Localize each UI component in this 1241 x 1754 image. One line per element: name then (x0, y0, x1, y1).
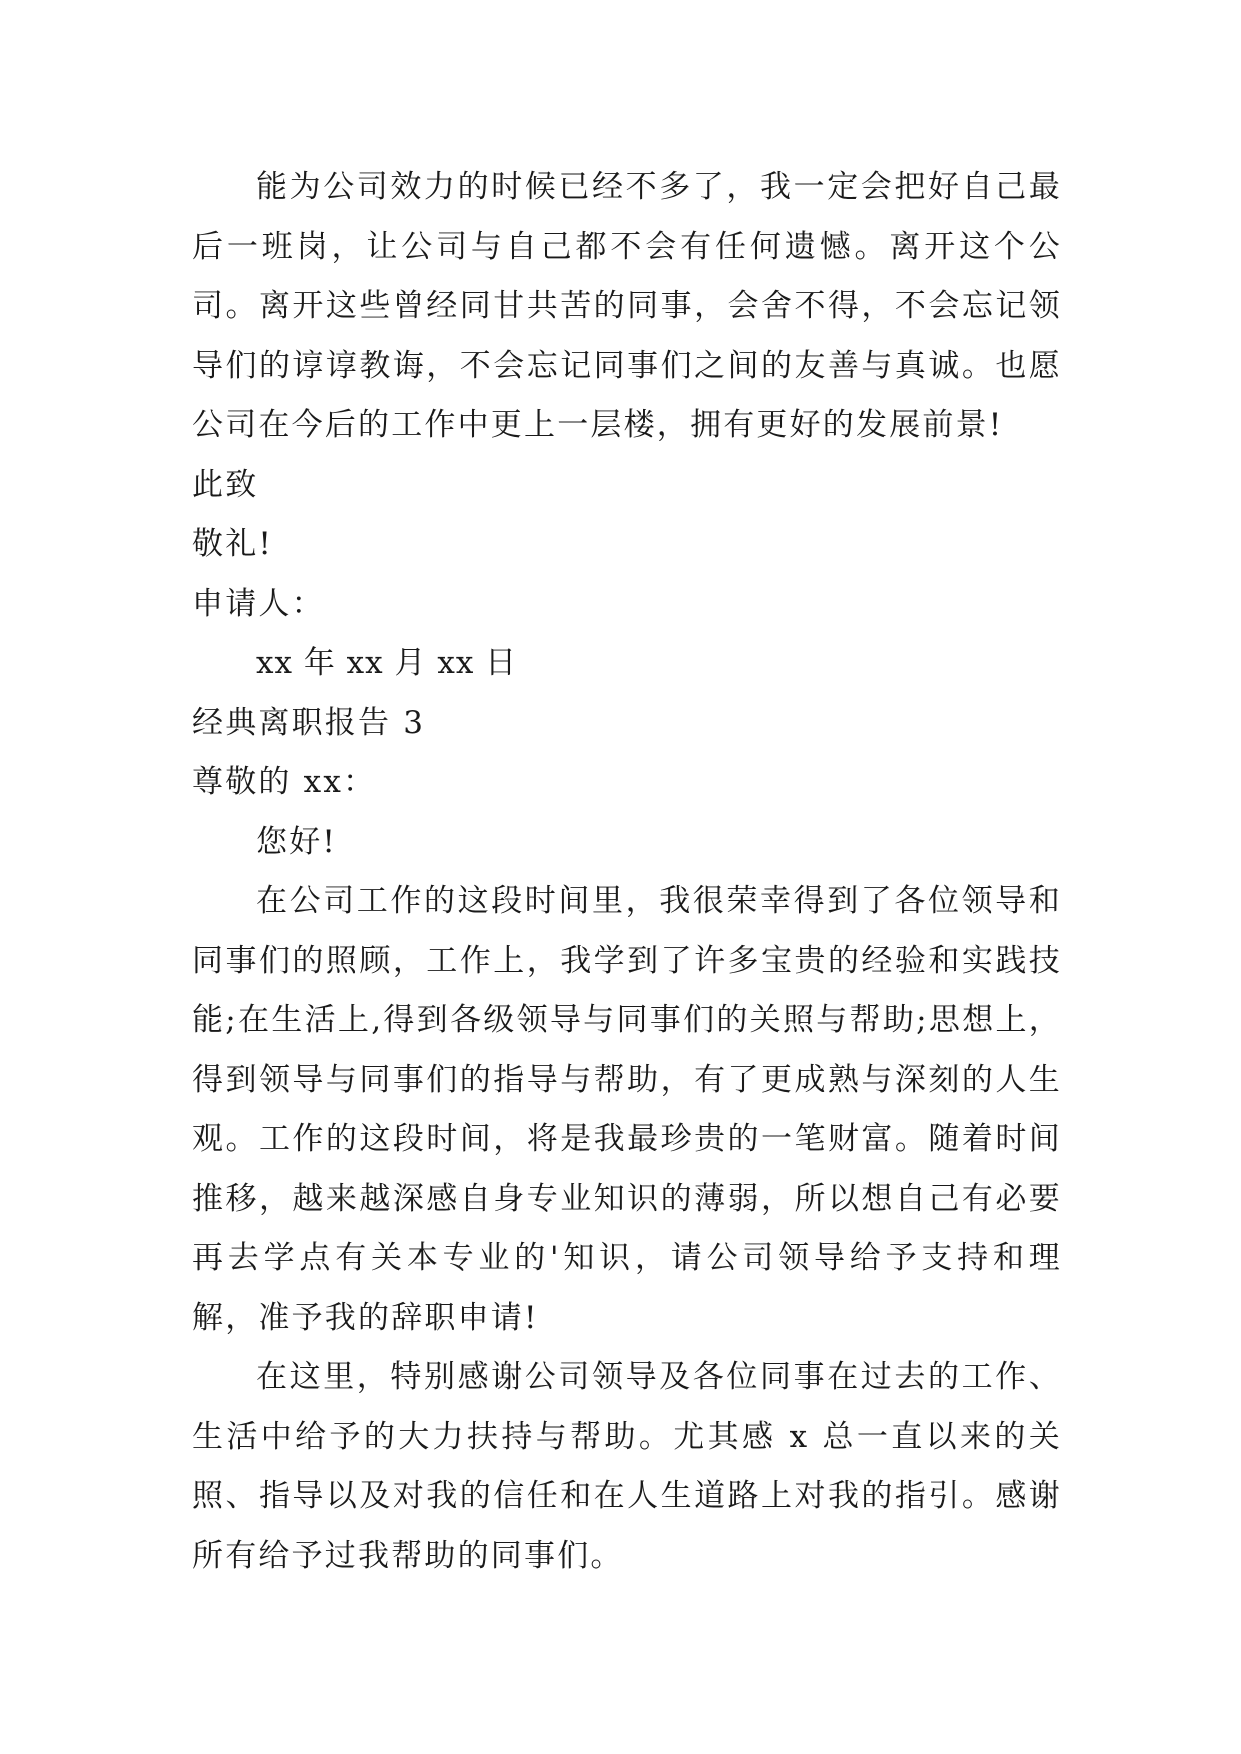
date-line: xx 年 xx 月 xx 日 (256, 645, 518, 681)
applicant-label: 申请人： (192, 585, 325, 622)
document-body (192, 158, 1062, 1586)
section-heading: 经典离职报告 3 (192, 704, 426, 741)
closing-line-jingli: 敬礼! (192, 526, 274, 562)
greeting: 您好! (256, 823, 338, 860)
paragraph-gratitude: 在公司工作的这段时间里，我很荣幸得到了各位领导和同事们的照顾，工作上，我学到了许多宝贵的经验和实践技能;在生活上,得到各级领导与同事们的关照与帮助;思想上，得到领导与同事们的指导与帮助，有了更成熟与深刻的人生观。工作的这段时间，将是我最珍贵的一笔财富。随着时间推移，越来越深感自身专业知识的薄弱，所以想自己有必要再去学点有关本专业的'知识，请公司领导给予支持和理解，准予我的辞职申请! (192, 883, 1062, 1336)
salutation: 尊敬的 xx： (192, 764, 377, 800)
paragraph-farewell: 能为公司效力的时候已经不多了，我一定会把好自己最后一班岗，让公司与自己都不会有任何遗憾。离开这个公司。离开这些曾经同甘共苦的同事，会舍不得，不会忘记领导们的谆谆教诲，不会忘记同事们之间的友善与真诚。也愿公司在今后的工作中更上一层楼，拥有更好的发展前景! (192, 169, 1062, 443)
paragraph-thanks: 在这里，特别感谢公司领导及各位同事在过去的工作、生活中给予的大力扶持与帮助。尤其感 x 总一直以来的关照、指导以及对我的信任和在人生道路上对我的指引。感谢所有给予过我帮助的同事们。 (192, 1359, 1062, 1574)
closing-line-cizhi: 此致 (192, 466, 259, 503)
